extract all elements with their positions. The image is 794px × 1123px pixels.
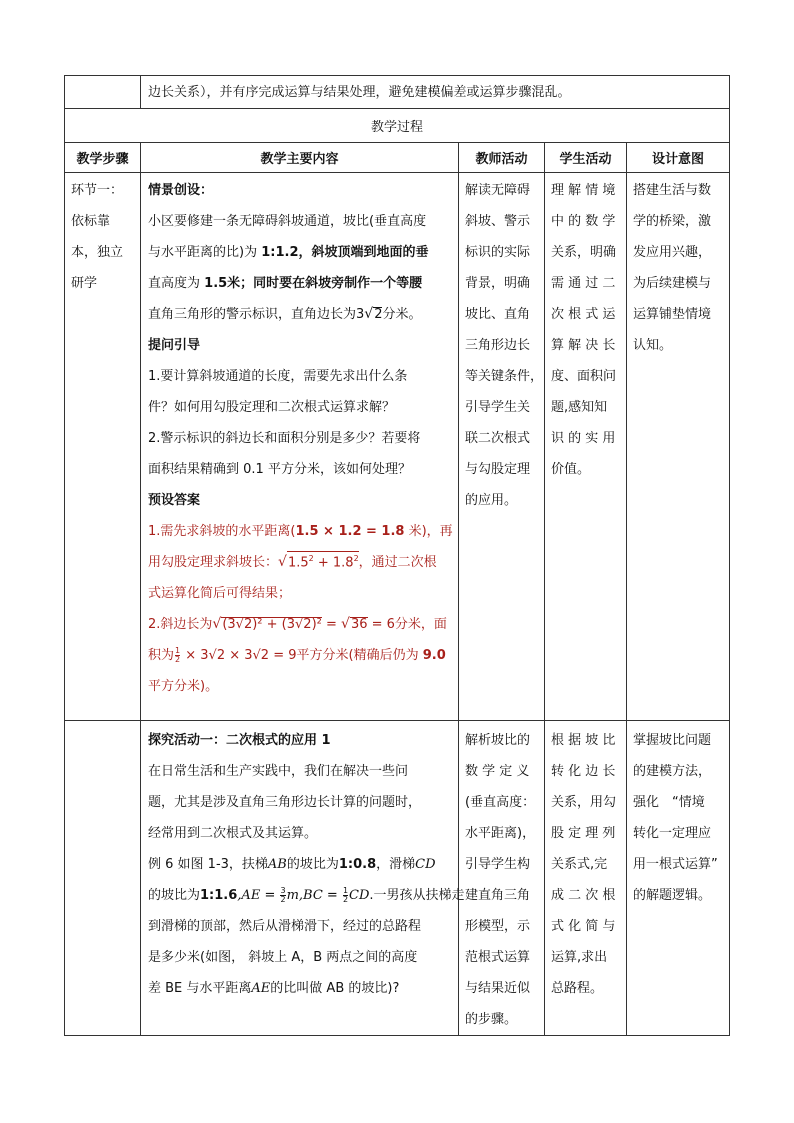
lesson-plan-table <box>64 75 730 1036</box>
example-line: 例 6 如图 1-3，扶梯AB的坡比为1:0.8，滑梯CD <box>148 857 436 872</box>
student-activity-cell: 理 解 情 境 中 的 数 学 关系，明确 需 通 过 二 次 根 式 运 算 解 决 长 度、面积问 题,感知知 识 的 实 用 价值。 <box>545 173 627 721</box>
activity-title: 探究活动一：二次根式的应用 1 <box>148 733 331 748</box>
scene-line: 与水平距离的比)为 1:1.2，斜坡顶端到地面的垂 <box>148 245 429 260</box>
answer-title: 预设答案 <box>148 493 201 508</box>
content-cell <box>141 173 459 721</box>
scene-line: 直角三角形的警示标识，直角边长为3√2分米。 <box>148 306 422 322</box>
header-row <box>65 143 730 173</box>
step-line: 研学 <box>71 276 98 291</box>
activity-line: 题，尤其是涉及直角三角形边长计算的问题时， <box>148 795 422 810</box>
table-row <box>65 721 730 1036</box>
header-student: 学生活动 <box>545 143 627 173</box>
continuation-row <box>65 76 730 109</box>
answer-line: 1.需先求斜坡的水平距离(1.5 × 1.2 = 1.8 米)，再 <box>148 524 453 539</box>
student-activity-cell: 根 据 坡 比 转 化 边 长 关系，用勾 股 定 理 列 关系式,完 成 二 次 根 式 化 简 与 运算,求出 总路程。 <box>545 721 627 1036</box>
header-content: 教学主要内容 <box>141 143 459 173</box>
scene-line: 小区要修建一条无障碍斜坡通道，坡比(垂直高度 <box>148 214 427 229</box>
section-title-row <box>65 109 730 143</box>
scene-title: 情景创设： <box>148 183 214 198</box>
scene-line: 直高度为 1.5米；同时要在斜坡旁制作一个等腰 <box>148 276 423 291</box>
teacher-activity-cell: 解读无障碍 斜坡、警示 标识的实际 背景，明确 坡比、直角 三角形边长 等关键条件， 引导学生关 联二次根式 与勾股定理 的应用。 <box>459 173 545 721</box>
example-line: 差 BE 与水平距离AE的比叫做 AB 的坡比)? <box>148 981 400 996</box>
activity-line: 在日常生活和生产实践中，我们在解决一些问 <box>148 764 409 779</box>
question-line: 1.要计算斜坡通道的长度，需要先求出什么条 <box>148 369 408 384</box>
answer-line: 平方分米)。 <box>148 679 219 694</box>
answer-line: 式运算化简后可得结果； <box>148 586 292 601</box>
example-line: 的坡比为1:1.6,AE = $\frac{3}{2}$ m,BC = $\frac{1}{2}$ CD.一男孩从扶梯走 <box>148 886 465 904</box>
design-intent-cell: 掌握坡比问题 的建模方法， 强化 “情境 转化一定理应 用一根式运算” 的解题逻辑。 <box>627 721 730 1036</box>
step-cell <box>65 173 141 721</box>
example-line: 到滑梯的顶部，然后从滑梯滑下，经过的总路程 <box>148 919 422 934</box>
step-cell <box>65 721 141 1036</box>
answer-line: 2.斜边长为√(3√2)² + (3√2)² = √36 = 6分米，面 <box>148 616 447 632</box>
header-step: 教学步骤 <box>65 143 141 173</box>
table-row <box>65 173 730 721</box>
teacher-activity-cell: 解析坡比的 数 学 定 义 (垂直高度： 水平距离)， 引导学生构 建直角三角 形模型，示 范根式运算 与结果近似 的步骤。 <box>459 721 545 1036</box>
question-title: 提问引导 <box>148 338 201 353</box>
header-teacher: 教师活动 <box>459 143 545 173</box>
answer-line: 积为 $\frac{1}{2}$ × 3√2 × 3√2 = 9平方分米(精确后仍为 9.0 <box>148 646 446 664</box>
content-cell <box>141 721 465 1036</box>
step-line: 本，独立 <box>71 245 124 260</box>
question-line: 面积结果精确到 0.1 平方分米，该如何处理？ <box>148 462 411 477</box>
empty-cell <box>65 76 141 109</box>
step-line: 依标靠 <box>71 214 111 229</box>
activity-line: 经常用到二次根式及其运算。 <box>148 826 318 841</box>
header-intent: 设计意图 <box>627 143 730 173</box>
example-line: 是多少米(如图， 斜坡上 A，B 两点之间的高度 <box>148 950 418 965</box>
answer-line: 用勾股定理求斜坡长：$√1.5^2 + 1.8^2$，通过二次根 <box>148 547 452 578</box>
question-line: 2.警示标识的斜边长和面积分别是多少？若要将 <box>148 431 421 446</box>
continuation-text: 边长关系），并有序完成运算与结果处理，避免建模偏差或运算步骤混乱。 <box>141 76 730 109</box>
step-line: 环节一： <box>71 183 124 198</box>
design-intent-cell: 搭建生活与数 学的桥梁，激 发应用兴趣， 为后续建模与 运算铺垫情境 认知。 <box>627 173 730 721</box>
question-line: 件？如何用勾股定理和二次根式运算求解？ <box>148 400 396 415</box>
section-title: 教学过程 <box>65 109 730 143</box>
